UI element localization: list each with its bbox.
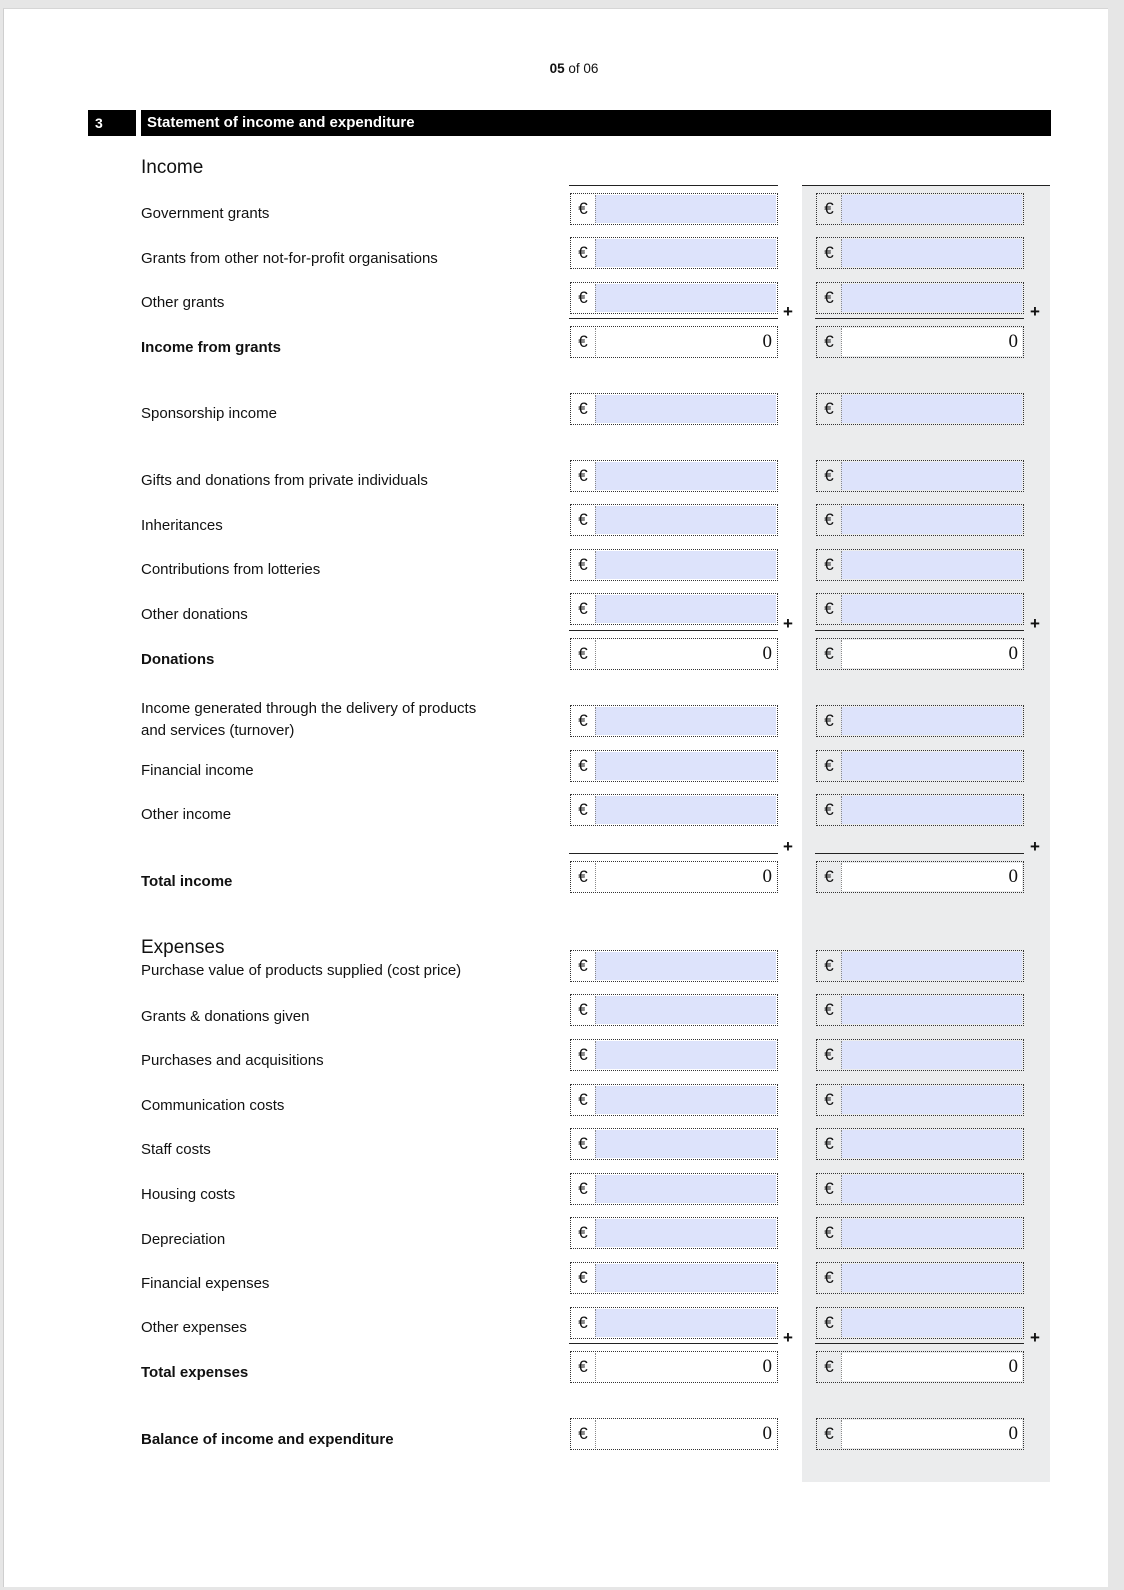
staff-costs-label: Staff costs xyxy=(141,1141,211,1158)
euro-sign: € xyxy=(578,599,588,618)
euro-sign: € xyxy=(824,1000,834,1019)
euro-sign: € xyxy=(578,466,588,485)
depreciation-current-field[interactable] xyxy=(570,1217,778,1249)
euro-sign: € xyxy=(578,1134,588,1153)
euro-sign: € xyxy=(824,1268,834,1287)
financial-expenses-current-field[interactable] xyxy=(570,1262,778,1294)
donations-previous-field xyxy=(816,638,1024,670)
euro-sign: € xyxy=(578,332,588,351)
plus-sign: + xyxy=(783,302,793,321)
staff-costs-previous-field-value[interactable] xyxy=(841,1130,1022,1158)
euro-sign: € xyxy=(824,510,834,529)
total-income-current-field-value: 0 xyxy=(595,863,776,891)
housing-costs-previous-field-value[interactable] xyxy=(841,1175,1022,1203)
euro-sign: € xyxy=(824,599,834,618)
other-expenses-previous-field-value[interactable] xyxy=(841,1309,1022,1337)
purchases-and-acquisitions-previous-field[interactable] xyxy=(816,1039,1024,1071)
euro-sign: € xyxy=(824,956,834,975)
income-total-rule xyxy=(569,853,778,854)
euro-sign: € xyxy=(824,1134,834,1153)
balance-of-income-and-expenditure-label: Balance of income and expenditure xyxy=(141,1431,394,1448)
euro-sign: € xyxy=(578,956,588,975)
grants-subtotal-rule xyxy=(569,318,778,319)
communication-costs-current-field-value[interactable] xyxy=(595,1086,776,1114)
other-grants-current-field-value[interactable] xyxy=(595,284,776,312)
sponsorship-income-label: Sponsorship income xyxy=(141,405,277,422)
euro-sign: € xyxy=(578,1357,588,1376)
gifts-and-donations-from-private-individuals-current-field-value[interactable] xyxy=(595,462,776,490)
staff-costs-current-field[interactable] xyxy=(570,1128,778,1160)
page-current: 05 xyxy=(549,61,565,76)
financial-expenses-label: Financial expenses xyxy=(141,1275,270,1292)
other-income-current-field-value[interactable] xyxy=(595,796,776,824)
euro-sign: € xyxy=(578,510,588,529)
donations-subtotal-rule xyxy=(569,630,778,631)
grants-from-other-not-for-profit-organisations-current-field[interactable] xyxy=(570,237,778,269)
plus-sign: + xyxy=(1030,614,1040,633)
gifts-and-donations-from-private-individuals-previous-field-value[interactable] xyxy=(841,462,1022,490)
total-expenses-current-field-value: 0 xyxy=(595,1353,776,1381)
depreciation-label: Depreciation xyxy=(141,1231,226,1248)
euro-sign: € xyxy=(824,288,834,307)
sponsorship-income-current-field-value[interactable] xyxy=(595,395,776,423)
government-grants-previous-field-value[interactable] xyxy=(841,195,1022,223)
sponsorship-income-previous-field-value[interactable] xyxy=(841,395,1022,423)
purchases-and-acquisitions-label: Purchases and acquisitions xyxy=(141,1052,324,1069)
total-expenses-previous-field xyxy=(816,1351,1024,1383)
section-number: 3 xyxy=(88,110,136,136)
financial-income-previous-field[interactable] xyxy=(816,750,1024,782)
purchase-value-of-products-supplied-cost-price-previous-field-value[interactable] xyxy=(841,952,1022,980)
donations-label: Donations xyxy=(141,651,215,668)
euro-sign: € xyxy=(578,644,588,663)
purchase-value-of-products-supplied-cost-price-previous-field[interactable] xyxy=(816,950,1024,982)
communication-costs-previous-field-value[interactable] xyxy=(841,1086,1022,1114)
euro-sign: € xyxy=(824,332,834,351)
financial-income-current-field[interactable] xyxy=(570,750,778,782)
communication-costs-current-field[interactable] xyxy=(570,1084,778,1116)
gifts-and-donations-from-private-individuals-previous-field[interactable] xyxy=(816,460,1024,492)
income-from-grants-label: Income from grants xyxy=(141,339,282,356)
government-grants-current-field-value[interactable] xyxy=(595,195,776,223)
expenses-total-rule xyxy=(815,1343,1024,1344)
expenses-heading: Expenses xyxy=(141,937,225,958)
depreciation-previous-field-value[interactable] xyxy=(841,1219,1022,1247)
euro-sign: € xyxy=(578,711,588,730)
euro-sign: € xyxy=(824,1357,834,1376)
housing-costs-previous-field[interactable] xyxy=(816,1173,1024,1205)
government-grants-previous-field[interactable] xyxy=(816,193,1024,225)
contributions-from-lotteries-label: Contributions from lotteries xyxy=(141,561,321,578)
purchase-value-of-products-supplied-cost-price-current-field-value[interactable] xyxy=(595,952,776,980)
contributions-from-lotteries-current-field[interactable] xyxy=(570,549,778,581)
sponsorship-income-previous-field[interactable] xyxy=(816,393,1024,425)
depreciation-current-field-value[interactable] xyxy=(595,1219,776,1247)
other-grants-label: Other grants xyxy=(141,294,225,311)
euro-sign: € xyxy=(578,399,588,418)
grants-from-other-not-for-profit-organisations-label: Grants from other not-for-profit organisations xyxy=(141,250,438,267)
other-donations-previous-field-value[interactable] xyxy=(841,595,1022,623)
grants-from-other-not-for-profit-organisations-current-field-value[interactable] xyxy=(595,239,776,267)
plus-sign: + xyxy=(1030,1328,1040,1347)
other-expenses-previous-field[interactable] xyxy=(816,1307,1024,1339)
plus-sign: + xyxy=(783,837,793,856)
plus-sign: + xyxy=(783,1328,793,1347)
other-donations-label: Other donations xyxy=(141,606,248,623)
euro-sign: € xyxy=(578,756,588,775)
purchases-and-acquisitions-current-field-value[interactable] xyxy=(595,1041,776,1069)
income-from-grants-current-field xyxy=(570,326,778,358)
other-income-current-field[interactable] xyxy=(570,794,778,826)
euro-sign: € xyxy=(824,644,834,663)
other-expenses-current-field[interactable] xyxy=(570,1307,778,1339)
contributions-from-lotteries-current-field-value[interactable] xyxy=(595,551,776,579)
balance-of-income-and-expenditure-current-field-value: 0 xyxy=(595,1420,776,1448)
euro-sign: € xyxy=(824,756,834,775)
grants-and-donations-given-previous-field[interactable] xyxy=(816,994,1024,1026)
euro-sign: € xyxy=(578,867,588,886)
donations-subtotal-rule xyxy=(815,630,1024,631)
euro-sign: € xyxy=(578,199,588,218)
income-generated-through-the-delivery-of-product-label: Income generated through the delivery of products and services (turnover) xyxy=(141,700,477,739)
euro-sign: € xyxy=(578,1268,588,1287)
euro-sign: € xyxy=(578,1223,588,1242)
total-income-previous-field-value: 0 xyxy=(841,863,1022,891)
page-number xyxy=(4,61,1108,76)
column-2-top-rule xyxy=(802,185,1050,186)
plus-sign: + xyxy=(783,614,793,633)
section-title: Statement of income and expenditure xyxy=(141,110,1051,136)
euro-sign: € xyxy=(578,800,588,819)
financial-expenses-current-field-value[interactable] xyxy=(595,1264,776,1292)
balance-of-income-and-expenditure-current-field xyxy=(570,1418,778,1450)
grants-from-other-not-for-profit-organisations-previous-field-value[interactable] xyxy=(841,239,1022,267)
total-expenses-current-field xyxy=(570,1351,778,1383)
balance-of-income-and-expenditure-previous-field-value: 0 xyxy=(841,1420,1022,1448)
grants-from-other-not-for-profit-organisations-previous-field[interactable] xyxy=(816,237,1024,269)
financial-expenses-previous-field-value[interactable] xyxy=(841,1264,1022,1292)
gifts-and-donations-from-private-individuals-current-field[interactable] xyxy=(570,460,778,492)
plus-sign: + xyxy=(1030,302,1040,321)
depreciation-previous-field[interactable] xyxy=(816,1217,1024,1249)
euro-sign: € xyxy=(824,1223,834,1242)
total-income-label: Total income xyxy=(141,873,233,890)
donations-current-field-value: 0 xyxy=(595,640,776,668)
other-donations-current-field[interactable] xyxy=(570,593,778,625)
contributions-from-lotteries-previous-field[interactable] xyxy=(816,549,1024,581)
financial-income-current-field-value[interactable] xyxy=(595,752,776,780)
euro-sign: € xyxy=(578,555,588,574)
income-from-grants-previous-field-value: 0 xyxy=(841,328,1022,356)
euro-sign: € xyxy=(824,711,834,730)
other-grants-previous-field[interactable] xyxy=(816,282,1024,314)
other-grants-current-field[interactable] xyxy=(570,282,778,314)
euro-sign: € xyxy=(824,867,834,886)
euro-sign: € xyxy=(578,1313,588,1332)
purchases-and-acquisitions-current-field[interactable] xyxy=(570,1039,778,1071)
staff-costs-current-field-value[interactable] xyxy=(595,1130,776,1158)
euro-sign: € xyxy=(578,288,588,307)
contributions-from-lotteries-previous-field-value[interactable] xyxy=(841,551,1022,579)
income-generated-through-the-delivery-of-product-previous-field[interactable] xyxy=(816,705,1024,737)
euro-sign: € xyxy=(824,1179,834,1198)
financial-expenses-previous-field[interactable] xyxy=(816,1262,1024,1294)
income-heading: Income xyxy=(141,157,204,178)
page-of: of xyxy=(568,61,580,76)
donations-previous-field-value: 0 xyxy=(841,640,1022,668)
euro-sign: € xyxy=(578,243,588,262)
grants-and-donations-given-previous-field-value[interactable] xyxy=(841,996,1022,1024)
housing-costs-current-field[interactable] xyxy=(570,1173,778,1205)
euro-sign: € xyxy=(578,1000,588,1019)
inheritances-previous-field[interactable] xyxy=(816,504,1024,536)
euro-sign: € xyxy=(824,243,834,262)
grants-and-donations-given-current-field-value[interactable] xyxy=(595,996,776,1024)
grants-subtotal-rule xyxy=(815,318,1024,319)
total-income-previous-field xyxy=(816,861,1024,893)
purchase-value-of-products-supplied-cost-price-current-field[interactable] xyxy=(570,950,778,982)
government-grants-current-field[interactable] xyxy=(570,193,778,225)
page-total: 06 xyxy=(583,61,599,76)
other-donations-previous-field[interactable] xyxy=(816,593,1024,625)
income-from-grants-previous-field xyxy=(816,326,1024,358)
purchases-and-acquisitions-previous-field-value[interactable] xyxy=(841,1041,1022,1069)
housing-costs-current-field-value[interactable] xyxy=(595,1175,776,1203)
euro-sign: € xyxy=(578,1045,588,1064)
income-generated-through-the-delivery-of-product-previous-field-value[interactable] xyxy=(841,707,1022,735)
staff-costs-previous-field[interactable] xyxy=(816,1128,1024,1160)
financial-income-previous-field-value[interactable] xyxy=(841,752,1022,780)
income-total-rule xyxy=(815,853,1024,854)
euro-sign: € xyxy=(824,466,834,485)
total-income-current-field xyxy=(570,861,778,893)
inheritances-label: Inheritances xyxy=(141,517,223,534)
plus-sign: + xyxy=(1030,837,1040,856)
euro-sign: € xyxy=(824,1045,834,1064)
income-generated-through-the-delivery-of-product-current-field-value[interactable] xyxy=(595,707,776,735)
income-generated-through-the-delivery-of-product-current-field[interactable] xyxy=(570,705,778,737)
euro-sign: € xyxy=(824,399,834,418)
income-from-grants-current-field-value: 0 xyxy=(595,328,776,356)
other-income-previous-field[interactable] xyxy=(816,794,1024,826)
euro-sign: € xyxy=(824,1424,834,1443)
expenses-total-rule xyxy=(569,1343,778,1344)
inheritances-previous-field-value[interactable] xyxy=(841,506,1022,534)
financial-income-label: Financial income xyxy=(141,762,254,779)
column-1-top-rule xyxy=(569,185,778,186)
euro-sign: € xyxy=(578,1179,588,1198)
euro-sign: € xyxy=(824,555,834,574)
total-expenses-label: Total expenses xyxy=(141,1364,249,1381)
euro-sign: € xyxy=(824,800,834,819)
communication-costs-label: Communication costs xyxy=(141,1097,285,1114)
other-expenses-current-field-value[interactable] xyxy=(595,1309,776,1337)
euro-sign: € xyxy=(824,199,834,218)
euro-sign: € xyxy=(578,1424,588,1443)
inheritances-current-field[interactable] xyxy=(570,504,778,536)
donations-current-field xyxy=(570,638,778,670)
euro-sign: € xyxy=(824,1090,834,1109)
government-grants-label: Government grants xyxy=(141,205,270,222)
housing-costs-label: Housing costs xyxy=(141,1186,236,1203)
other-income-label: Other income xyxy=(141,806,232,823)
inheritances-current-field-value[interactable] xyxy=(595,506,776,534)
gifts-and-donations-from-private-individuals-label: Gifts and donations from private individuals xyxy=(141,472,428,489)
other-income-previous-field-value[interactable] xyxy=(841,796,1022,824)
other-expenses-label: Other expenses xyxy=(141,1319,247,1336)
euro-sign: € xyxy=(578,1090,588,1109)
total-expenses-previous-field-value: 0 xyxy=(841,1353,1022,1381)
grants-and-donations-given-label: Grants & donations given xyxy=(141,1008,310,1025)
other-grants-previous-field-value[interactable] xyxy=(841,284,1022,312)
purchase-value-of-products-supplied-cost-price-label: Purchase value of products supplied (cost price) xyxy=(141,962,462,979)
euro-sign: € xyxy=(824,1313,834,1332)
balance-of-income-and-expenditure-previous-field xyxy=(816,1418,1024,1450)
communication-costs-previous-field[interactable] xyxy=(816,1084,1024,1116)
grants-and-donations-given-current-field[interactable] xyxy=(570,994,778,1026)
sponsorship-income-current-field[interactable] xyxy=(570,393,778,425)
other-donations-current-field-value[interactable] xyxy=(595,595,776,623)
